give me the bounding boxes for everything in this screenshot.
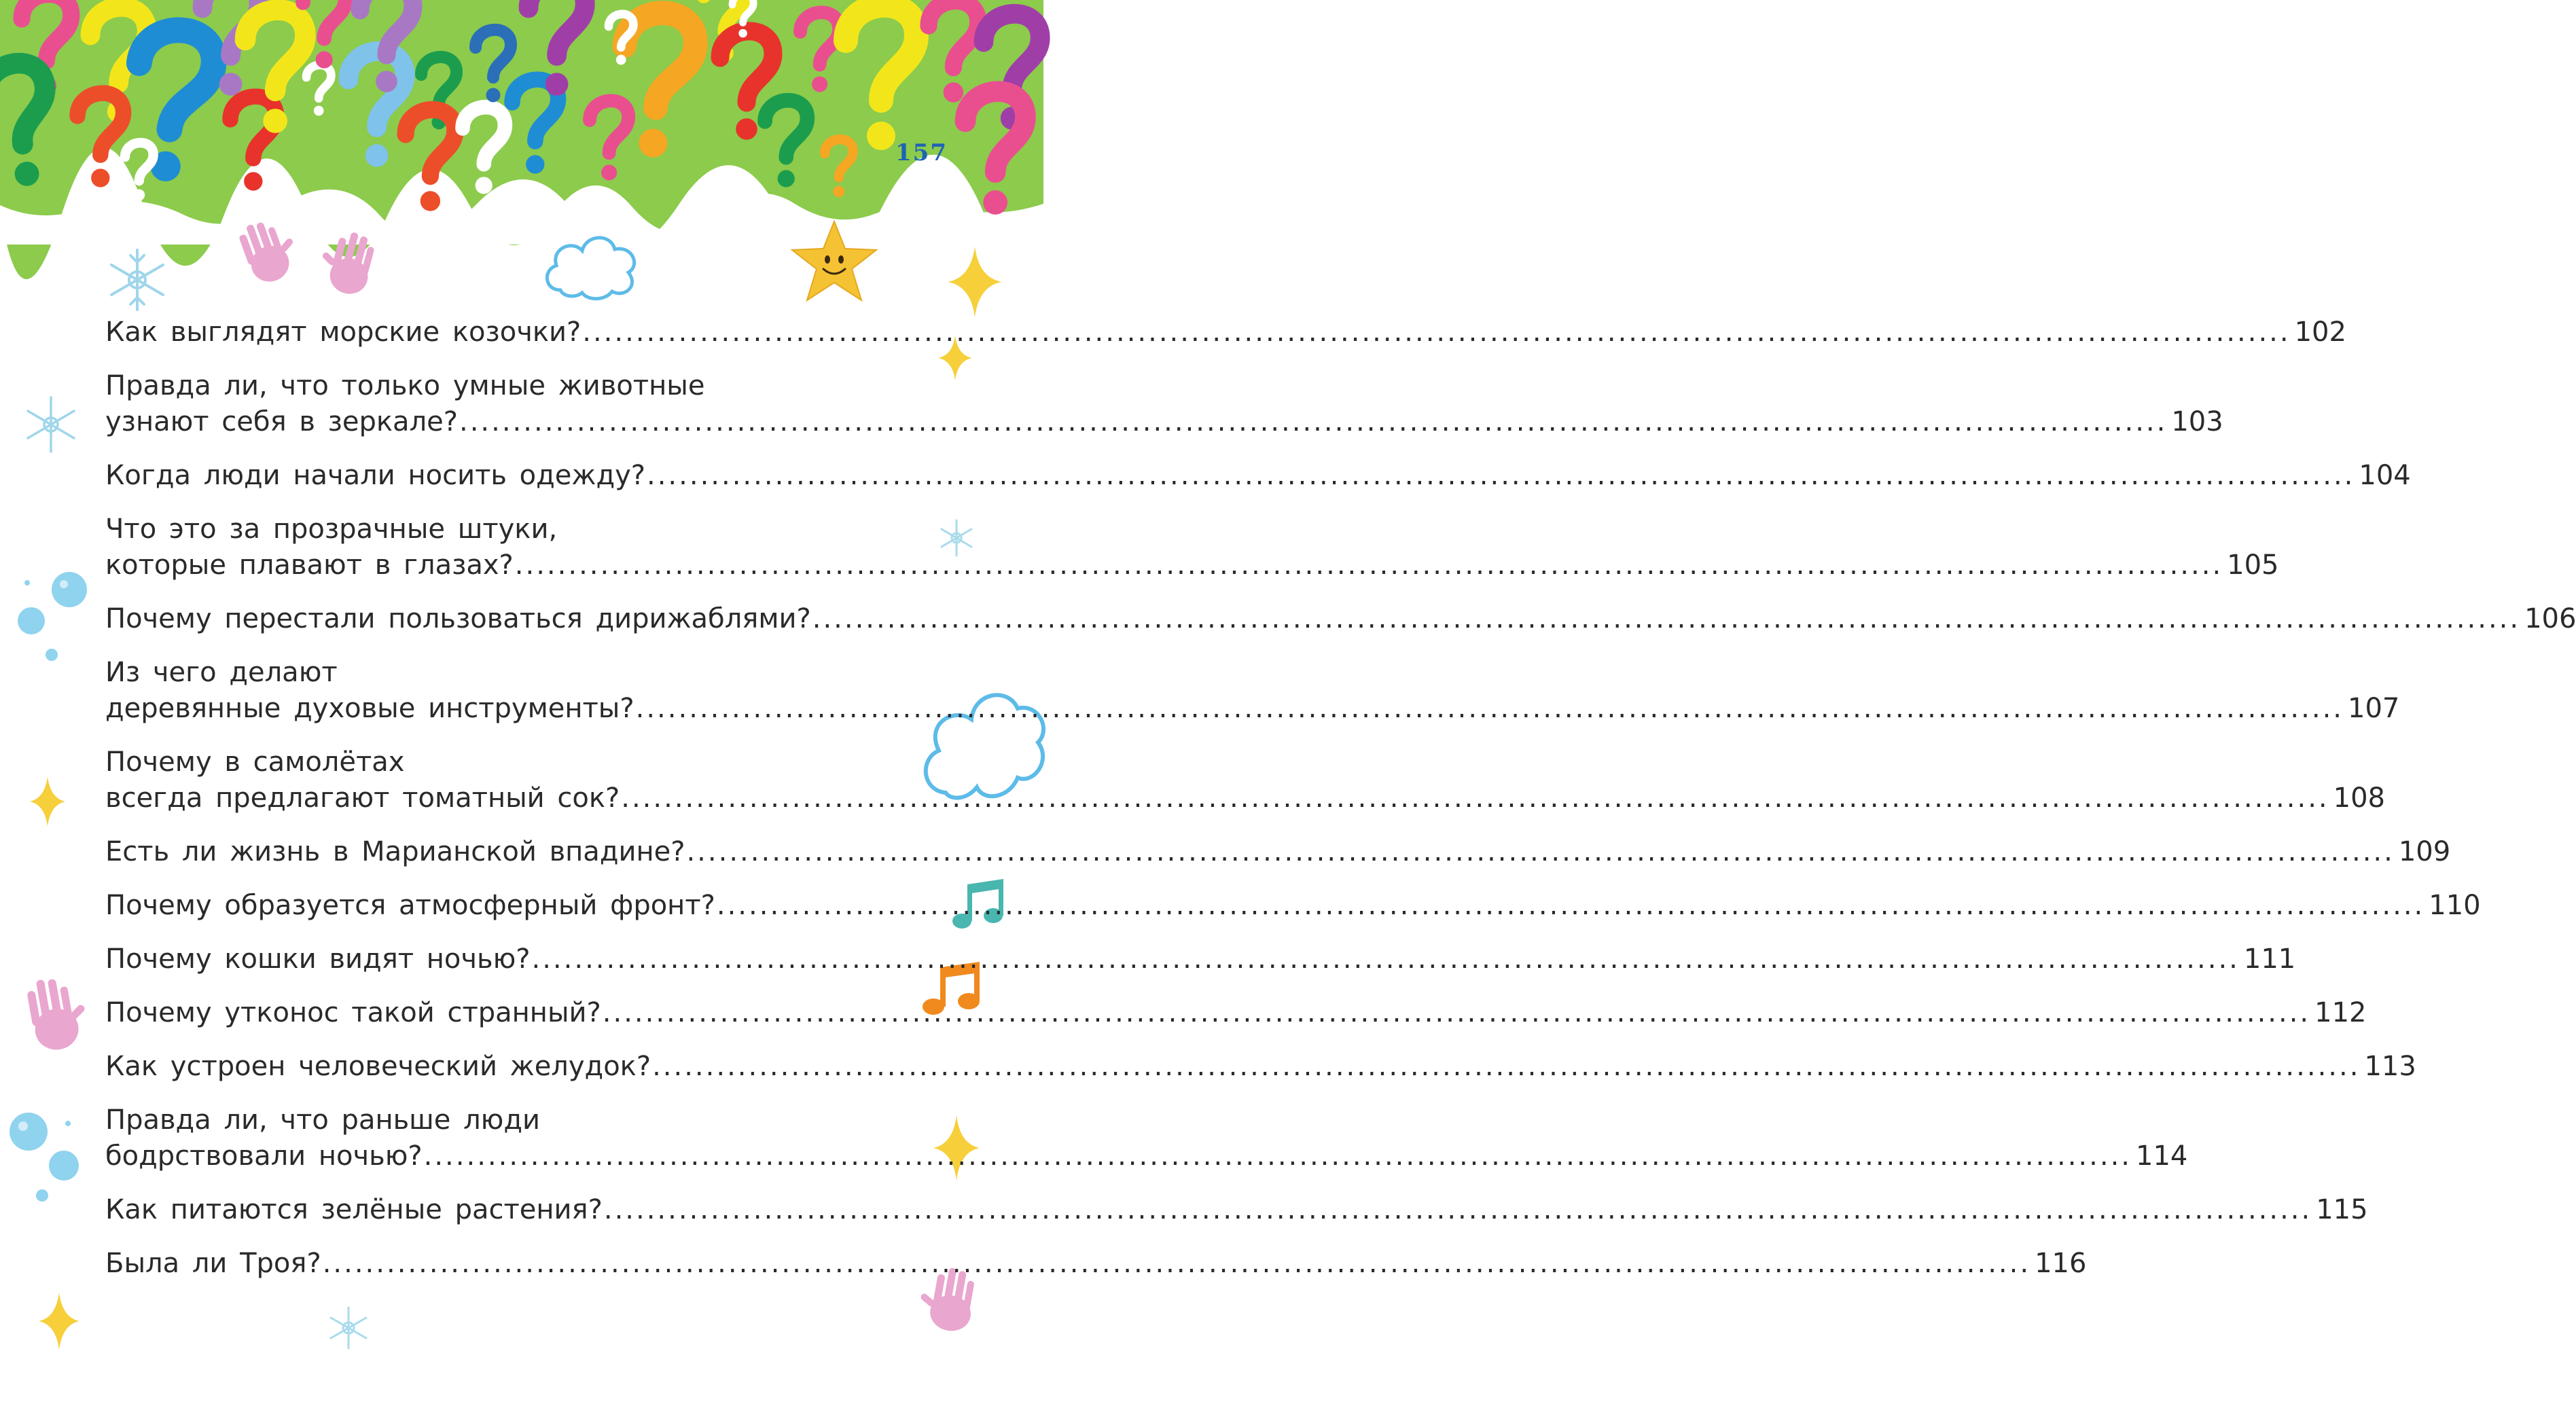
toc-entry-page-number: 111 xyxy=(2243,943,2296,975)
toc-entry-title-line: бодрствовали ночью? xyxy=(105,1140,423,1172)
toc-entry-last-line xyxy=(105,941,2296,977)
toc-entry-page-number: 107 xyxy=(2348,693,2400,724)
toc-entry-last-line xyxy=(105,601,2576,637)
toc-entry xyxy=(105,1102,2188,1174)
bubble-icon xyxy=(14,564,95,666)
toc-entry-title-line: Правда ли, что раньше люди xyxy=(105,1104,540,1136)
sparkle-icon xyxy=(944,245,1005,319)
toc-entry-last-line xyxy=(105,404,2223,440)
page-number: 157 xyxy=(895,139,948,166)
toc-entry-last-line xyxy=(105,1138,2188,1174)
sparkle-icon xyxy=(35,1291,83,1352)
toc-entry xyxy=(105,458,2411,494)
dot-leader: ................................................................................................................................................................ xyxy=(514,550,2223,581)
toc-entry-title-line: Как устроен человеческий желудок? xyxy=(105,1051,651,1082)
toc-entry-title-line: Как питаются зелёные растения? xyxy=(105,1194,603,1225)
toc-entry-title-line: Из чего делают xyxy=(105,657,338,688)
toc-entry-title-line: узнают себя в зеркале? xyxy=(105,406,458,437)
snowflake-icon xyxy=(103,246,171,314)
toc-entry xyxy=(105,314,2346,350)
toc-entry-title-line: Когда люди начали носить одежду? xyxy=(105,460,645,491)
toc-entry-page-number: 116 xyxy=(2035,1248,2087,1279)
toc-entry-title-line: деревянные духовые инструменты? xyxy=(105,693,634,724)
table-of-contents xyxy=(105,314,2576,1299)
toc-entry-page-number: 110 xyxy=(2429,890,2481,921)
toc-entry-title-line: Почему в самолётах xyxy=(105,746,405,778)
dot-leader: ................................................................................................................................................................ xyxy=(603,1194,2312,1225)
toc-entry-last-line xyxy=(105,314,2346,350)
dot-leader: ................................................................................................................................................................ xyxy=(716,890,2425,921)
dot-leader: ................................................................................................................................................................ xyxy=(423,1140,2132,1172)
toc-entry xyxy=(105,744,2385,816)
toc-entry xyxy=(105,888,2481,924)
toc-entry-title-line: Почему кошки видят ночью? xyxy=(105,943,531,975)
bubble-icon xyxy=(5,1100,87,1209)
toc-entry-title-line: Почему перестали пользоваться дирижаблями? xyxy=(105,603,811,634)
toc-entry-title-line: которые плавают в глазах? xyxy=(105,550,514,581)
toc-entry xyxy=(105,1192,2368,1228)
toc-entry-title-line: Почему утконос такой странный? xyxy=(105,997,601,1028)
toc-entry-last-line xyxy=(105,691,2400,727)
toc-entry-last-line xyxy=(105,1246,2087,1282)
snowflake-icon xyxy=(20,394,82,455)
toc-entry-title-line: Правда ли, что только умные животные xyxy=(105,370,705,401)
toc-entry xyxy=(105,511,2279,583)
toc-entry xyxy=(105,995,2367,1031)
dot-leader: ................................................................................................................................................................ xyxy=(582,317,2291,348)
toc-entry-last-line xyxy=(105,547,2279,583)
toc-entry-last-line xyxy=(105,834,2451,870)
toc-entry-title-line: Есть ли жизнь в Марианской впадине? xyxy=(105,836,685,867)
toc-entry-last-line xyxy=(105,995,2367,1031)
dot-leader: ................................................................................................................................................................ xyxy=(686,836,2395,867)
header-banner xyxy=(0,0,1043,245)
toc-entry-title-line: Почему образуется атмосферный фронт? xyxy=(105,890,715,921)
dot-leader: ................................................................................................................................................................ xyxy=(652,1051,2361,1082)
sparkle-icon xyxy=(27,774,68,829)
dot-leader: ................................................................................................................................................................ xyxy=(621,782,2329,814)
toc-entry-title-line: Была ли Троя? xyxy=(105,1248,321,1279)
toc-entry-last-line xyxy=(105,888,2481,924)
dot-leader: ................................................................................................................................................................ xyxy=(322,1248,2031,1279)
toc-entry-last-line xyxy=(105,1049,2416,1085)
toc-entry-page-number: 102 xyxy=(2294,317,2346,348)
toc-entry-page-number: 103 xyxy=(2171,406,2223,437)
toc-entry-page-number: 106 xyxy=(2524,603,2576,634)
toc-entry xyxy=(105,655,2400,727)
toc-entry xyxy=(105,1246,2087,1282)
dot-leader: ................................................................................................................................................................ xyxy=(647,460,2355,491)
toc-entry-last-line xyxy=(105,1192,2368,1228)
toc-entry xyxy=(105,368,2223,440)
dot-leader: ................................................................................................................................................................ xyxy=(812,603,2521,634)
toc-entry xyxy=(105,601,2576,637)
dot-leader: ................................................................................................................................................................ xyxy=(635,693,2344,724)
snowflake-icon xyxy=(325,1304,372,1352)
toc-entry xyxy=(105,834,2451,870)
toc-entry-page-number: 114 xyxy=(2136,1140,2188,1172)
dot-leader: ................................................................................................................................................................ xyxy=(459,406,2168,437)
toc-entry-last-line xyxy=(105,780,2385,816)
toc-entry xyxy=(105,1049,2416,1085)
dot-leader: ................................................................................................................................................................ xyxy=(531,943,2240,975)
toc-entry-title-line: Что это за прозрачные штуки, xyxy=(105,514,558,545)
toc-entry xyxy=(105,941,2296,977)
handprint-icon xyxy=(12,971,94,1060)
handprint-icon xyxy=(231,216,299,291)
handprint-icon xyxy=(318,228,386,302)
question-mark-pattern xyxy=(0,0,1043,245)
dot-leader: ................................................................................................................................................................ xyxy=(602,997,2311,1028)
toc-entry-last-line xyxy=(105,458,2411,494)
cloud-icon xyxy=(540,228,642,306)
toc-entry-title-line: всегда предлагают томатный сок? xyxy=(105,782,620,814)
toc-entry-page-number: 109 xyxy=(2398,836,2451,867)
toc-entry-title-line: Как выглядят морские козочки? xyxy=(105,317,582,348)
toc-entry-page-number: 113 xyxy=(2364,1051,2416,1082)
toc-entry-page-number: 112 xyxy=(2314,997,2367,1028)
toc-entry-page-number: 115 xyxy=(2316,1194,2368,1225)
toc-entry-page-number: 108 xyxy=(2333,782,2385,814)
toc-entry-page-number: 104 xyxy=(2359,460,2411,491)
star-face-icon xyxy=(787,217,882,306)
toc-entry-page-number: 105 xyxy=(2227,550,2279,581)
